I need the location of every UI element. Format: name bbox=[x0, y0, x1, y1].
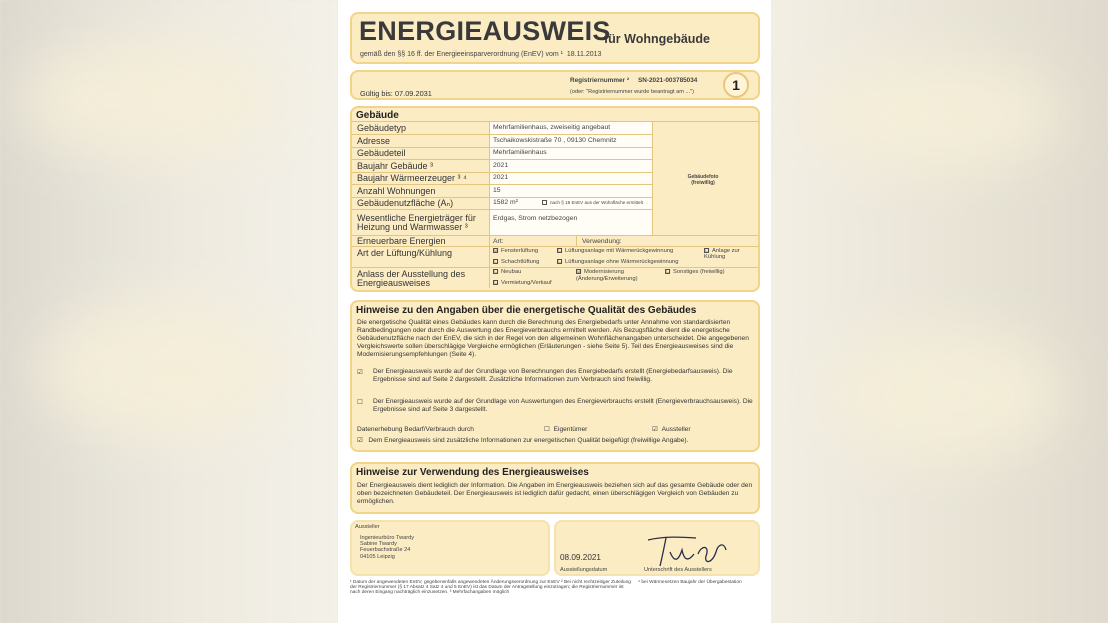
building-row-value: Mehrfamilienhaus bbox=[493, 149, 547, 156]
occasion-option: ☐ Neubau bbox=[494, 269, 522, 276]
issue-date-label: Ausstellungsdatum bbox=[560, 567, 608, 573]
background-left bbox=[0, 0, 338, 623]
building-row-value: Tschaikowskistraße 70 , 09130 Chemnitz bbox=[493, 136, 617, 144]
issuer-label: Aussteller bbox=[355, 524, 380, 530]
hints-option-consumption: Der Energieausweis wurde auf der Grundlage von Auswertungen des Energieverbrauchs erstellt (Energieverbrauchsausweis). Die Ergebnisse sind auf Seite 3 dargestellt. bbox=[373, 398, 753, 414]
checkbox-icon: ☐ bbox=[705, 248, 710, 254]
background-blur bbox=[40, 300, 280, 440]
validity-box bbox=[350, 70, 760, 100]
registration-number: SN-2021-003785034 bbox=[638, 77, 698, 84]
checkbox-icon: ☐ bbox=[544, 426, 550, 433]
hints-option-demand: Der Energieausweis wurde auf der Grundlage von Berechnungen des Energiebedarfs erstellt (Energiebedarfsausweis). Die Ergebnisse sind auf Seite 2 dargestellt. Zusätzliche Informationen zum Verbrauch sind freiwillig. bbox=[373, 368, 733, 384]
energy-label: Wesentliche Energieträger für Heizung und Warmwasser ³ bbox=[357, 213, 476, 232]
divider bbox=[652, 122, 653, 236]
checkbox-icon bbox=[542, 200, 547, 205]
background-right bbox=[771, 0, 1108, 623]
building-row-label: Anzahl Wohnungen bbox=[357, 185, 436, 196]
building-row-value: 15 bbox=[493, 186, 501, 194]
divider bbox=[352, 246, 758, 247]
valid-until: Gültig bis: 07.09.2031 bbox=[360, 89, 432, 98]
background-blur bbox=[811, 60, 1061, 170]
occasion-option: ☐ Sonstiges (freiwillig) bbox=[666, 269, 725, 276]
hints-box bbox=[350, 300, 760, 452]
checkbox-icon: ☑ bbox=[357, 437, 363, 444]
building-row-value: Mehrfamilienhaus, zweiseitig angebaut bbox=[493, 124, 611, 131]
usage-box bbox=[350, 462, 760, 514]
occasion-option: ☑ Modernisierung (Änderung/Erweiterung) bbox=[576, 269, 638, 282]
checkbox-icon: ☑ bbox=[652, 426, 658, 433]
signature-label: Unterschrift des Ausstellers bbox=[644, 567, 712, 573]
registration-note: (oder: "Registriernummer wurde beantragt am ...") bbox=[570, 89, 694, 95]
building-row-label: Gebäudenutzfläche (Aₙ) bbox=[357, 198, 454, 208]
checkbox-icon: ☐ bbox=[494, 269, 499, 275]
page-subtitle: für Wohngebäude bbox=[604, 32, 711, 46]
divider bbox=[576, 236, 577, 246]
issuer-option: ☑ Aussteller bbox=[652, 426, 691, 433]
signature-image bbox=[644, 532, 734, 570]
divider bbox=[352, 134, 652, 135]
issuer-box bbox=[350, 520, 550, 576]
occasion-label: Anlass der Ausstellung des Energieausweises bbox=[357, 269, 466, 288]
background-blur bbox=[20, 40, 280, 160]
building-row-label: Baujahr Wärmeerzeuger ³ ⁴ bbox=[357, 173, 467, 183]
page-title: ENERGIEAUSWEIS bbox=[359, 16, 611, 46]
ventilation-option: ☐ Lüftungsanlage ohne Wärmerückgewinnung bbox=[558, 259, 679, 266]
background-blur bbox=[831, 330, 1061, 460]
building-row-label: Gebäudeteil bbox=[357, 148, 406, 158]
checkbox-icon: ☐ bbox=[494, 280, 499, 286]
occasion-option: ☐ Vermietung/Verkauf bbox=[494, 280, 552, 287]
hints-intro: Die energetische Qualität eines Gebäudes kann durch die Berechnung des Energiebedarfs unter Annahme von standardisierten Randbedingungen oder durch die Auswertung des Energieverbrauchs ermittelt werden. Als Bezugsfläche dient die energetische Gebäudenutzfläche nach der EnEV, die sich in der Regel von den allgemeinen Wohnflächenangaben unterscheidet. Die angegebenen Vergleichswerte sollen überschlägige Vergleiche ermöglichen (Erläuterungen - siehe Seite 5). Teil des Energieausweises sind die Modernisierungsempfehlungen (Seite 4). bbox=[357, 319, 749, 359]
renewable-label: Erneuerbare Energien bbox=[357, 236, 446, 246]
building-heading: Gebäude bbox=[356, 110, 399, 121]
legal-basis: gemäß den §§ 16 ff. der Energieeinsparverordnung (EnEV) vom ¹ 18.11.2013 bbox=[360, 51, 602, 58]
owner-option: ☐ Eigentümer bbox=[544, 426, 588, 433]
building-row-label: Adresse bbox=[357, 135, 391, 146]
divider bbox=[352, 209, 652, 210]
building-row-value: 2021 bbox=[493, 161, 509, 169]
energy-value: Erdgas, Strom netzbezogen bbox=[493, 215, 578, 222]
checkbox-icon: ☐ bbox=[558, 259, 563, 265]
ventilation-option: ☐ Lüftungsanlage mit Wärmerückgewinnung bbox=[558, 248, 674, 255]
photo-label: Gebäudefoto (freiwillig) bbox=[687, 174, 719, 186]
checkbox-icon: ☐ bbox=[666, 269, 671, 275]
area-note: nach § 19 EnEV aus der Wohnfläche ermittelt bbox=[542, 200, 643, 205]
building-box bbox=[350, 106, 760, 292]
checkbox-icon: ☑ bbox=[494, 248, 499, 254]
checkbox-icon: ☐ bbox=[558, 248, 563, 254]
building-row-label: Gebäudetyp bbox=[357, 123, 407, 133]
ventilation-label: Art der Lüftung/Kühlung bbox=[357, 248, 453, 258]
ventilation-option: ☑ Fensterlüftung bbox=[494, 248, 539, 255]
ventilation-option: ☐ Schachtlüftung bbox=[494, 259, 540, 266]
building-row-label: Baujahr Gebäude ³ bbox=[357, 160, 434, 171]
extra-info-option: ☑ Dem Energieausweis sind zusätzliche Informationen zur energetischen Qualität beigefügt (freiwillige Angabe). bbox=[357, 437, 689, 444]
data-collection-label: Datenerhebung Bedarf/Verbrauch durch bbox=[357, 426, 474, 433]
issue-date: 08.09.2021 bbox=[560, 553, 601, 562]
divider bbox=[352, 267, 758, 268]
title-box bbox=[350, 12, 760, 64]
usage-text: Der Energieausweis dient lediglich der Information. Die Angaben im Energieausweis beziehen sich auf das gesamte Gebäude oder den oben bezeichneten Gebäudeteil. Der Energieausweis ist lediglich dafür gedacht, einen überschlägigen Vergleich von Gebäuden zu ermöglichen. bbox=[357, 482, 753, 506]
hints-heading: Hinweise zu den Angaben über die energetische Qualität des Gebäudes bbox=[356, 305, 697, 316]
building-row-value: 2021 bbox=[493, 174, 509, 181]
checkbox-icon: ☑ bbox=[577, 269, 582, 275]
certificate-page bbox=[338, 0, 771, 623]
checkbox-icon: ☑ bbox=[357, 369, 363, 376]
renewable-type: Art: bbox=[493, 238, 504, 245]
renewable-use: Verwendung: bbox=[582, 238, 622, 245]
checkbox-icon: ☐ bbox=[494, 259, 499, 265]
usage-heading: Hinweise zur Verwendung des Energieausweises bbox=[356, 467, 589, 478]
registration-label: Registriernummer ² bbox=[570, 77, 629, 84]
page-number-badge: 1 bbox=[723, 72, 749, 98]
footnote: ¹ Datum der angewendeten EnEV, gegebenenfalls angewendeten Änderungsverordnung zur EnEV ² Bei nicht rechtzeitiger Zuteilung der Registriernummer (§ 17 Absatz 4 Satz 4 und 5 EnEV) ist das Datum der Antragstellung einzutragen; die Registriernummer ist nach deren Eingang nachträglich einzusetzen. ³ Mehrfachangaben möglich bbox=[350, 580, 631, 596]
building-row-value: 1582 m² bbox=[493, 199, 518, 206]
checkbox-icon: ☐ bbox=[357, 399, 363, 406]
footnote: ⁴ bei Wärmenetzen Baujahr der Übergabestation bbox=[638, 580, 742, 585]
issuer-address: Ingenieurbüro Twardy Sabine Twardy Feuerbachstraße 24 04105 Leipzig bbox=[360, 535, 415, 560]
signature-box bbox=[554, 520, 760, 576]
ventilation-option: ☐ Anlage zur Kühlung bbox=[704, 248, 740, 261]
